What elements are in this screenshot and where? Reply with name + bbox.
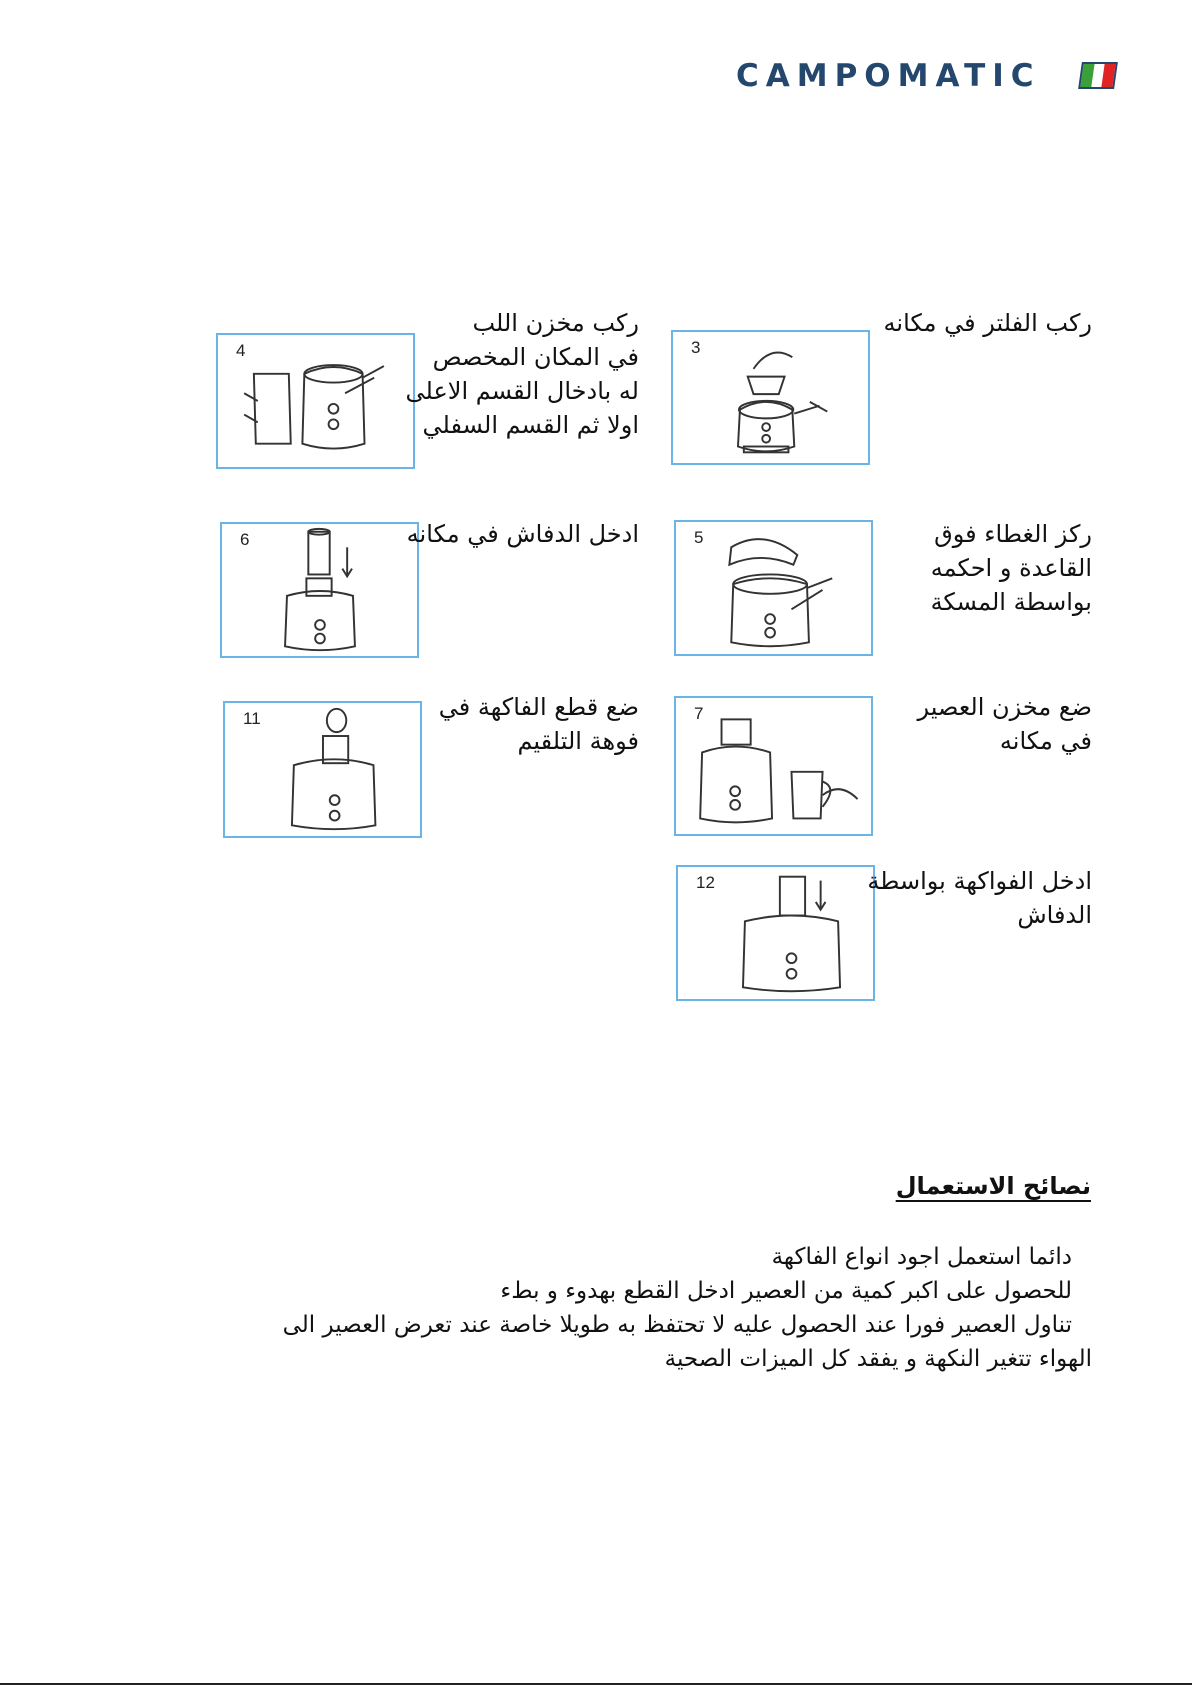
brand-logo	[736, 56, 1120, 96]
step-6-caption: ادخل الدفاش في مكانه	[406, 520, 639, 548]
step-4-caption: ركب مخزن اللب في المكان المخصص له بادخال القسم الاعلى اولا ثم القسم السفلي	[405, 309, 639, 439]
step-number: 4	[236, 341, 246, 360]
step-number: 6	[240, 530, 250, 549]
tip-item: للحصول على اكبر كمية من العصير ادخل القطع بهدوء و بطء	[500, 1278, 1072, 1304]
step-3-caption: ركب الفلتر في مكانه	[883, 309, 1092, 337]
step-number: 12	[696, 873, 715, 892]
step-number: 3	[691, 338, 701, 357]
step-4-figure	[216, 333, 415, 469]
step-number: 7	[694, 704, 704, 723]
step-5-caption: ركز الغطاء فوق القاعدة و احكمه بواسطة المسكة	[930, 520, 1092, 616]
italian-flag-icon	[1078, 62, 1118, 89]
brand-name: CAMPOMATIC	[736, 58, 1041, 94]
step-3-figure	[671, 330, 870, 465]
step-7-caption: ضع مخزن العصير في مكانه	[917, 693, 1092, 755]
juicer-filter-illustration	[673, 332, 868, 463]
step-number: 5	[694, 528, 704, 547]
tips-list	[282, 1240, 1092, 1376]
step-12-caption: ادخل الفواكهة بواسطة الدفاش	[867, 867, 1092, 929]
tip-item: الهواء تتغير النكهة و يفقد كل الميزات الصحية	[664, 1346, 1092, 1372]
pulp-container-illustration	[218, 335, 413, 467]
tip-item: دائما استعمل اجود انواع الفاكهة	[771, 1244, 1072, 1270]
tips-heading: نصائح الاستعمال	[895, 1172, 1091, 1200]
step-number: 11	[243, 709, 261, 728]
step-12-figure	[676, 865, 875, 1001]
push-fruit-illustration	[678, 867, 873, 999]
step-11-caption: ضع قطع الفاكهة في فوهة التلقيم	[438, 693, 639, 755]
tip-item: تناول العصير فورا عند الحصول عليه لا تحتفظ به طويلا خاصة عند تعرض العصير الى	[282, 1312, 1072, 1338]
